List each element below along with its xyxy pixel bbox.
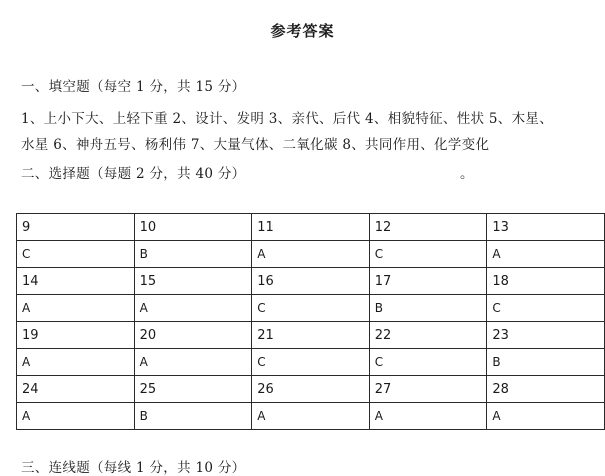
answer-cell: C bbox=[17, 241, 135, 268]
question-number-cell: 9 bbox=[17, 214, 135, 241]
question-number-cell: 10 bbox=[134, 214, 252, 241]
question-number-cell: 22 bbox=[369, 322, 487, 349]
section-1-heading: 一、填空题（每空 1 分，共 15 分） bbox=[21, 79, 246, 95]
answer-cell: C bbox=[369, 349, 487, 376]
page-title: 参考答案 bbox=[270, 22, 335, 40]
answer-row bbox=[17, 241, 605, 268]
answer-table bbox=[16, 213, 605, 430]
section-2-heading: 二、选择题（每题 2 分，共 40 分） bbox=[21, 166, 246, 182]
question-number-cell: 26 bbox=[252, 376, 370, 403]
answer-cell: A bbox=[369, 403, 487, 430]
section-2-trailing-mark: 。 bbox=[460, 166, 474, 182]
answer-cell: C bbox=[252, 349, 370, 376]
section-3-heading: 三、连线题（每线 1 分，共 10 分） bbox=[21, 460, 246, 476]
answer-row bbox=[17, 295, 605, 322]
answer-cell: B bbox=[134, 403, 252, 430]
question-number-row bbox=[17, 268, 605, 295]
answer-cell: B bbox=[134, 241, 252, 268]
question-number-cell: 24 bbox=[17, 376, 135, 403]
section-1-answers-line-1: 1、上小下大、上轻下重 2、设计、发明 3、亲代、后代 4、相貌特征、性状 5、木星、 bbox=[21, 111, 554, 127]
question-number-cell: 13 bbox=[487, 214, 605, 241]
section-1-answers-line-2: 水星 6、神舟五号、杨利伟 7、大量气体、二氧化碳 8、共同作用、化学变化 bbox=[21, 137, 490, 153]
answer-row bbox=[17, 349, 605, 376]
question-number-cell: 14 bbox=[17, 268, 135, 295]
answer-cell: C bbox=[252, 295, 370, 322]
question-number-row bbox=[17, 214, 605, 241]
question-number-cell: 21 bbox=[252, 322, 370, 349]
question-number-cell: 20 bbox=[134, 322, 252, 349]
answer-cell: C bbox=[369, 241, 487, 268]
answer-cell: A bbox=[17, 349, 135, 376]
question-number-cell: 25 bbox=[134, 376, 252, 403]
answer-cell: A bbox=[252, 241, 370, 268]
answer-cell: C bbox=[487, 295, 605, 322]
answer-cell: B bbox=[369, 295, 487, 322]
question-number-cell: 27 bbox=[369, 376, 487, 403]
question-number-cell: 15 bbox=[134, 268, 252, 295]
question-number-cell: 23 bbox=[487, 322, 605, 349]
answer-cell: A bbox=[487, 403, 605, 430]
question-number-cell: 12 bbox=[369, 214, 487, 241]
answer-cell: A bbox=[252, 403, 370, 430]
answer-cell: A bbox=[134, 349, 252, 376]
question-number-row bbox=[17, 376, 605, 403]
answer-row bbox=[17, 403, 605, 430]
answer-cell: A bbox=[134, 295, 252, 322]
question-number-cell: 17 bbox=[369, 268, 487, 295]
answer-cell: A bbox=[17, 403, 135, 430]
answer-cell: A bbox=[17, 295, 135, 322]
question-number-cell: 28 bbox=[487, 376, 605, 403]
answer-cell: B bbox=[487, 349, 605, 376]
question-number-cell: 19 bbox=[17, 322, 135, 349]
question-number-cell: 16 bbox=[252, 268, 370, 295]
answer-cell: A bbox=[487, 241, 605, 268]
question-number-cell: 18 bbox=[487, 268, 605, 295]
question-number-row bbox=[17, 322, 605, 349]
question-number-cell: 11 bbox=[252, 214, 370, 241]
